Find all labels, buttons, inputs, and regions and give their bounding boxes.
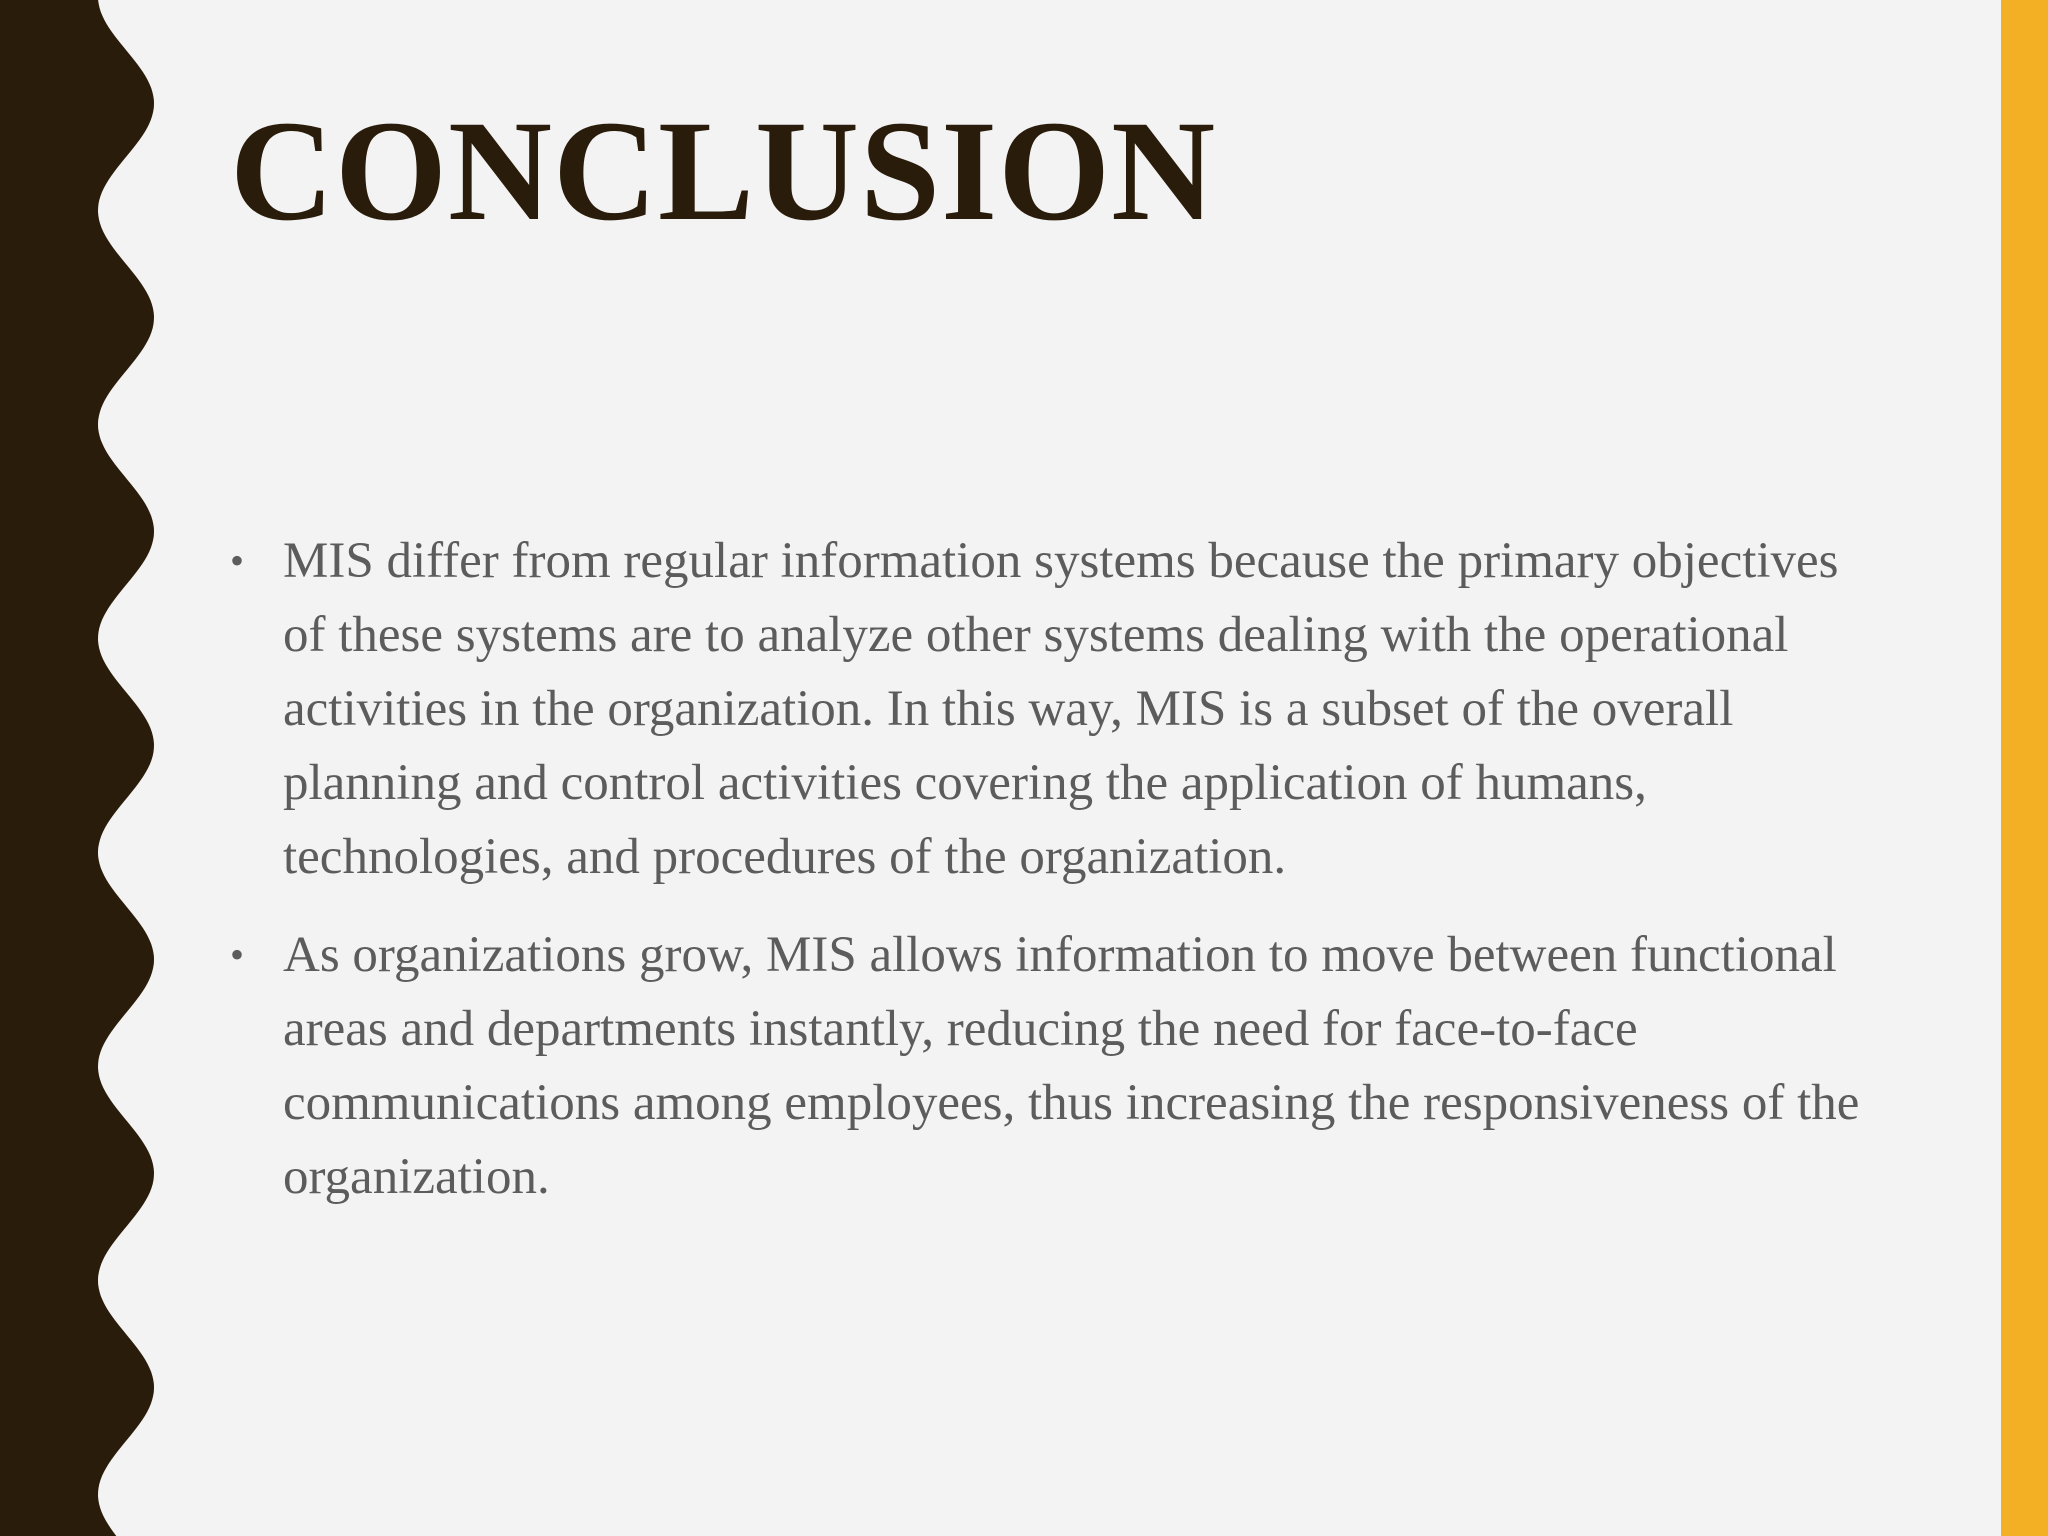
wavy-side-band [0,0,160,1536]
bullet-text: As organizations grow, MIS allows information to move between functional areas and departments instantly, reducing the need for face-to-face communications among employees, thus increasing the responsiveness of the organization. [283,927,1860,1205]
bullet-item [230,524,1890,894]
bullet-marker: • [230,932,245,977]
bullet-list [230,524,1890,1238]
slide-title: CONCLUSION [230,92,1217,251]
bullet-marker: • [230,538,245,583]
bullet-item [230,918,1890,1214]
accent-bar [2001,0,2048,1536]
bullet-text: MIS differ from regular information systems because the primary objectives of these systems are to analyze other systems dealing with the operational activities in the organization. In this way, MIS is a subset of the overall planning and control activities covering the application of humans, technologies, and procedures of the organization. [283,533,1839,885]
